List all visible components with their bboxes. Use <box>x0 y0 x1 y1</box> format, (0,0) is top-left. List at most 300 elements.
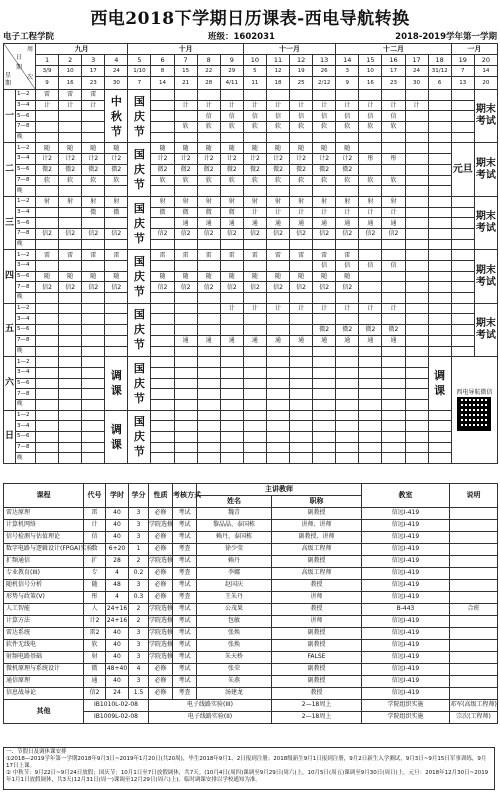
schedule-cell: 雷 <box>336 250 359 261</box>
date-end: 9 <box>336 77 359 90</box>
schedule-cell: 计2 <box>220 154 243 165</box>
schedule-cell: 计 <box>382 207 405 218</box>
schedule-cell <box>313 442 336 453</box>
schedule-cell <box>451 271 474 282</box>
schedule-cell: 信2 <box>197 282 220 293</box>
qr-label: 西电导航微信 <box>456 388 493 396</box>
schedule-cell: 通 <box>174 218 197 229</box>
schedule-cell <box>405 271 428 282</box>
course-credit: 0.3 <box>129 592 149 604</box>
schedule-cell <box>151 239 174 250</box>
schedule-cell <box>405 239 428 250</box>
schedule-cell <box>451 111 474 122</box>
schedule-cell <box>36 261 59 272</box>
schedule-cell <box>243 389 266 400</box>
schedule-cell: 信2 <box>59 282 82 293</box>
schedule-cell: 射 <box>105 196 128 207</box>
schedule-cell: 通 <box>197 218 220 229</box>
schedule-cell <box>428 250 451 261</box>
period-label: 1—2 <box>16 357 36 368</box>
date-start: 3 <box>336 66 359 77</box>
schedule-cell: 通 <box>243 335 266 346</box>
course-course: 随机信号分析 <box>4 580 84 592</box>
schedule-cell <box>82 325 105 336</box>
schedule-cell: 信 <box>359 111 382 122</box>
schedule-cell: 计 <box>266 303 289 314</box>
schedule-cell: 计2 <box>197 154 220 165</box>
schedule-cell: 雷 <box>36 90 59 101</box>
course-row <box>4 652 498 664</box>
schedule-cell: 信2 <box>151 228 174 239</box>
schedule-cell: 计 <box>336 303 359 314</box>
schedule-cell: 信 <box>336 111 359 122</box>
schedule-cell <box>428 421 451 432</box>
schedule-cell <box>359 346 382 357</box>
schedule-cell <box>82 132 105 143</box>
schedule-cell <box>151 90 174 101</box>
schedule-cell: 软 <box>151 175 174 186</box>
course-hours: 40 <box>106 508 129 520</box>
schedule-cell <box>174 90 197 101</box>
schedule-cell <box>359 271 382 282</box>
course-room: 信远I-419 <box>362 676 450 688</box>
schedule-cell <box>451 282 474 293</box>
schedule-cell <box>382 90 405 101</box>
period-label: 1—2 <box>16 90 36 101</box>
course-title: 讲师 <box>272 592 362 604</box>
schedule-cell: 微2 <box>197 164 220 175</box>
schedule-cell: 随 <box>313 143 336 154</box>
header-bar <box>3 30 497 44</box>
schedule-cell <box>220 293 243 304</box>
schedule-cell <box>336 442 359 453</box>
schedule-cell <box>428 164 451 175</box>
schedule-cell <box>59 111 82 122</box>
other-label: 其他 <box>4 700 84 724</box>
week-number: 3 <box>82 55 105 66</box>
date-start: 26 <box>313 66 336 77</box>
schedule-cell <box>336 132 359 143</box>
schedule-cell: 微 <box>105 207 128 218</box>
schedule-cell: 雷 <box>313 250 336 261</box>
schedule-cell <box>382 250 405 261</box>
schedule-cell: 随 <box>197 271 220 282</box>
schedule-cell <box>220 378 243 389</box>
schedule-cell: 信 <box>266 111 289 122</box>
schedule-cell <box>313 314 336 325</box>
schedule-cell: 计 <box>36 100 59 111</box>
schedule-cell: 射 <box>313 196 336 207</box>
date-end: 2/12 <box>313 77 336 90</box>
month-header: 十月 <box>128 44 243 55</box>
schedule-cell: 通 <box>266 335 289 346</box>
date-end: 23 <box>382 77 405 90</box>
schedule-cell <box>220 432 243 443</box>
schedule-cell <box>382 143 405 154</box>
schedule-cell: 计 <box>382 303 405 314</box>
date-end: 11 <box>243 77 266 90</box>
schedule-cell <box>266 378 289 389</box>
period-label: 3—4 <box>16 100 36 111</box>
schedule-cell <box>382 432 405 443</box>
course-credit: 2 <box>129 616 149 628</box>
course-credit: 3 <box>129 580 149 592</box>
schedule-cell: 信 <box>197 111 220 122</box>
final-exam: 期末考试 <box>474 90 497 143</box>
schedule-cell: 雷 <box>266 250 289 261</box>
schedule-cell <box>174 410 197 421</box>
schedule-cell <box>428 207 451 218</box>
period-label: 3—4 <box>16 154 36 165</box>
schedule-cell: 雷 <box>105 250 128 261</box>
schedule-cell <box>82 218 105 229</box>
schedule-cell <box>243 399 266 410</box>
schedule-cell <box>36 421 59 432</box>
course-exam: 考试 <box>173 616 197 628</box>
course-title: 副教授 <box>272 676 362 688</box>
schedule-cell <box>451 314 474 325</box>
schedule-cell <box>151 378 174 389</box>
qr-block <box>451 357 497 464</box>
schedule-cell <box>290 90 313 101</box>
course-notes <box>450 592 498 604</box>
schedule-cell <box>382 442 405 453</box>
schedule-cell <box>197 186 220 197</box>
date-end: 6 <box>428 77 451 90</box>
schedule-cell <box>428 218 451 229</box>
schedule-cell: 计 <box>405 100 428 111</box>
course-row <box>4 556 498 568</box>
schedule-cell <box>105 335 128 346</box>
header-credit: 学分 <box>129 484 149 508</box>
course-course: 形势与政策(V) <box>4 592 84 604</box>
schedule-cell <box>266 314 289 325</box>
course-row <box>4 664 498 676</box>
schedule-cell <box>451 218 474 229</box>
schedule-cell <box>220 453 243 464</box>
date-start: 24 <box>405 66 428 77</box>
period-label: 晚 <box>16 186 36 197</box>
schedule-cell: 计 <box>336 207 359 218</box>
notes-box <box>3 747 495 790</box>
schedule-cell <box>428 442 451 453</box>
course-nature: 学院选修 <box>149 652 173 664</box>
schedule-cell: 计 <box>82 100 105 111</box>
schedule-cell <box>36 239 59 250</box>
calendar-table <box>3 43 498 464</box>
schedule-cell: 随 <box>82 271 105 282</box>
week-number: 19 <box>451 55 474 66</box>
schedule-cell <box>359 421 382 432</box>
schedule-cell <box>151 186 174 197</box>
schedule-cell <box>36 314 59 325</box>
schedule-cell <box>405 261 428 272</box>
schedule-cell <box>151 261 174 272</box>
schedule-cell <box>36 207 59 218</box>
schedule-cell: 微2 <box>313 164 336 175</box>
schedule-cell <box>405 282 428 293</box>
date-end: 21 <box>174 77 197 90</box>
schedule-cell <box>359 399 382 410</box>
other-course: 电子线路实验(II) <box>149 712 272 724</box>
schedule-cell: 通 <box>336 218 359 229</box>
schedule-cell <box>174 325 197 336</box>
schedule-cell <box>451 132 474 143</box>
schedule-cell <box>105 261 128 272</box>
schedule-cell <box>290 239 313 250</box>
schedule-cell <box>151 111 174 122</box>
schedule-cell <box>428 122 451 133</box>
schedule-cell: 信 <box>382 111 405 122</box>
schedule-cell: 计 <box>290 100 313 111</box>
schedule-cell <box>59 367 82 378</box>
course-nature: 必修 <box>149 568 173 580</box>
schedule-cell <box>428 154 451 165</box>
schedule-cell: 软 <box>359 122 382 133</box>
corner-label: 期 <box>16 64 23 71</box>
schedule-cell <box>220 261 243 272</box>
schedule-cell: 信2 <box>151 282 174 293</box>
final-exam: 期末考试 <box>474 303 497 356</box>
course-nature: 必修 <box>149 688 173 700</box>
period-label: 3—4 <box>16 207 36 218</box>
course-notes <box>450 616 498 628</box>
month-header: 一月 <box>451 44 497 55</box>
schedule-cell: 随 <box>220 143 243 154</box>
schedule-cell <box>382 282 405 293</box>
date-start: 7 <box>451 66 474 77</box>
schedule-cell: 信2 <box>243 228 266 239</box>
schedule-cell <box>405 357 428 368</box>
schedule-cell: 雷 <box>197 250 220 261</box>
schedule-cell <box>336 453 359 464</box>
schedule-cell <box>405 218 428 229</box>
schedule-cell: 信2 <box>266 282 289 293</box>
schedule-cell <box>36 389 59 400</box>
schedule-cell: 计 <box>359 303 382 314</box>
date-end: 25 <box>290 77 313 90</box>
schedule-cell <box>336 421 359 432</box>
course-hours: 24 <box>106 688 129 700</box>
course-exam: 考查 <box>173 688 197 700</box>
header-code: 代号 <box>84 484 106 508</box>
schedule-cell <box>313 90 336 101</box>
course-title: FALSE <box>272 652 362 664</box>
schedule-cell: 随 <box>174 271 197 282</box>
schedule-cell <box>82 367 105 378</box>
schedule-cell <box>151 453 174 464</box>
month-header: 十二月 <box>336 44 452 55</box>
week-number: 8 <box>197 55 220 66</box>
date-start: 17 <box>82 66 105 77</box>
period-label: 5—6 <box>16 271 36 282</box>
course-name: 魏青 <box>197 508 272 520</box>
course-notes <box>450 580 498 592</box>
schedule-cell: 通 <box>359 335 382 346</box>
schedule-cell <box>197 325 220 336</box>
schedule-cell: 软 <box>82 175 105 186</box>
schedule-cell: 雷 <box>174 250 197 261</box>
schedule-cell <box>82 357 105 368</box>
schedule-cell: 随 <box>105 271 128 282</box>
course-room: 信远I-419 <box>362 532 450 544</box>
schedule-cell <box>359 357 382 368</box>
schedule-cell: 软 <box>220 175 243 186</box>
course-row <box>4 580 498 592</box>
schedule-cell: 通 <box>243 218 266 229</box>
course-notes <box>450 688 498 700</box>
schedule-cell: 计 <box>290 207 313 218</box>
schedule-cell <box>174 111 197 122</box>
course-room: B-443 <box>362 604 450 616</box>
schedule-cell: 计 <box>313 207 336 218</box>
period-label: 1—2 <box>16 303 36 314</box>
schedule-cell: 随 <box>313 271 336 282</box>
date-end: 20 <box>474 77 497 90</box>
period-label: 晚 <box>16 346 36 357</box>
course-room: 信远I-419 <box>362 640 450 652</box>
course-nature: 必修 <box>149 544 173 556</box>
weekday-label: 二 <box>4 143 16 196</box>
course-title: 副教授 <box>272 664 362 676</box>
schedule-cell <box>405 90 428 101</box>
course-name: 张焕 <box>197 640 272 652</box>
national-day-holiday: 国庆节 <box>128 143 151 196</box>
schedule-cell <box>313 378 336 389</box>
schedule-cell: 射 <box>243 196 266 207</box>
course-credit: 2 <box>129 556 149 568</box>
schedule-cell: 微 <box>82 207 105 218</box>
schedule-cell <box>382 357 405 368</box>
date-start: 10 <box>359 66 382 77</box>
course-hours: 40 <box>106 628 129 640</box>
schedule-cell: 微2 <box>105 164 128 175</box>
schedule-cell: 随 <box>290 271 313 282</box>
schedule-cell: 信2 <box>220 282 243 293</box>
schedule-cell <box>59 239 82 250</box>
schedule-cell: 通 <box>359 218 382 229</box>
schedule-cell <box>382 164 405 175</box>
term-label: 2018-2019学年第一学期 <box>395 32 497 42</box>
course-name: 包敏 <box>197 616 272 628</box>
schedule-cell <box>336 314 359 325</box>
corner-label: 次 <box>26 74 33 81</box>
week-number: 14 <box>336 55 359 66</box>
course-code: 人 <box>84 604 106 616</box>
schedule-cell <box>405 303 428 314</box>
schedule-cell <box>151 442 174 453</box>
schedule-cell <box>243 325 266 336</box>
schedule-cell: 信2 <box>105 228 128 239</box>
schedule-cell: 信2 <box>243 282 266 293</box>
schedule-cell <box>313 293 336 304</box>
schedule-cell <box>59 293 82 304</box>
course-course: 扩频通信 <box>4 556 84 568</box>
schedule-cell <box>359 282 382 293</box>
schedule-cell <box>174 399 197 410</box>
date-start: 3/9 <box>36 66 59 77</box>
schedule-cell <box>36 186 59 197</box>
schedule-cell: 信2 <box>359 228 382 239</box>
schedule-cell <box>290 346 313 357</box>
schedule-cell: 计2 <box>336 154 359 165</box>
schedule-cell: 随 <box>59 271 82 282</box>
schedule-cell <box>174 239 197 250</box>
other-weeks: 2—18周上 <box>272 712 362 724</box>
schedule-cell: 计 <box>313 100 336 111</box>
course-name: 王朱丹 <box>197 592 272 604</box>
schedule-cell: 计 <box>290 303 313 314</box>
schedule-cell: 信2 <box>266 228 289 239</box>
period-label: 3—4 <box>16 367 36 378</box>
course-course: 人工智能 <box>4 604 84 616</box>
course-exam: 考试 <box>173 580 197 592</box>
schedule-cell <box>151 410 174 421</box>
course-room: 信远I-419 <box>362 592 450 604</box>
date-start: 10 <box>59 66 82 77</box>
schedule-cell: 雷 <box>151 250 174 261</box>
period-label: 5—6 <box>16 218 36 229</box>
course-code: 信2 <box>84 688 106 700</box>
schedule-cell: 信 <box>243 111 266 122</box>
schedule-cell <box>243 421 266 432</box>
course-course: 软件无线电 <box>4 640 84 652</box>
header-corner <box>4 44 36 90</box>
period-label: 5—6 <box>16 378 36 389</box>
schedule-cell <box>174 261 197 272</box>
makeup-class: 调课 <box>105 410 128 463</box>
course-course: 雷达系统 <box>4 628 84 640</box>
schedule-cell: 随 <box>174 143 197 154</box>
schedule-cell <box>266 442 289 453</box>
other-course: 电子线路实验(III) <box>149 700 272 712</box>
course-nature: 学院选修 <box>149 628 173 640</box>
schedule-cell: 通 <box>290 218 313 229</box>
schedule-cell <box>243 132 266 143</box>
schedule-cell <box>290 325 313 336</box>
schedule-cell <box>220 421 243 432</box>
note-line: ①2018—2019学年第一学期2018年9月3日~2019年1月20日(共20周)，毕生2018年9月1、2日报到注册；2018级新生9月1日报到注册，9月2日新生入学测试，9月3日~9月15日军事训练，9月17日上课。 <box>6 756 487 769</box>
schedule-cell <box>151 325 174 336</box>
course-code: 雷2 <box>84 628 106 640</box>
schedule-cell <box>428 132 451 143</box>
schedule-cell: 雷 <box>82 90 105 101</box>
schedule-cell <box>174 367 197 378</box>
schedule-cell: 信2 <box>174 228 197 239</box>
schedule-cell <box>405 122 428 133</box>
schedule-cell: 随 <box>36 143 59 154</box>
schedule-cell: 随 <box>243 143 266 154</box>
schedule-cell: 信 <box>382 261 405 272</box>
schedule-cell <box>197 453 220 464</box>
schedule-cell <box>359 442 382 453</box>
schedule-cell <box>405 325 428 336</box>
schedule-cell <box>405 196 428 207</box>
period-label: 3—4 <box>16 314 36 325</box>
course-name: 徐少莹 <box>197 544 272 556</box>
weekday-label: 日 <box>4 410 16 463</box>
schedule-cell <box>405 410 428 421</box>
schedule-cell: 微2 <box>220 164 243 175</box>
national-day-holiday: 国庆节 <box>128 303 151 356</box>
period-label: 晚 <box>16 132 36 143</box>
course-credit: 3 <box>129 676 149 688</box>
course-nature: 必修 <box>149 580 173 592</box>
schedule-cell <box>59 314 82 325</box>
course-hours: 24+16 <box>106 604 129 616</box>
schedule-cell <box>405 186 428 197</box>
course-exam: 考试 <box>173 676 197 688</box>
